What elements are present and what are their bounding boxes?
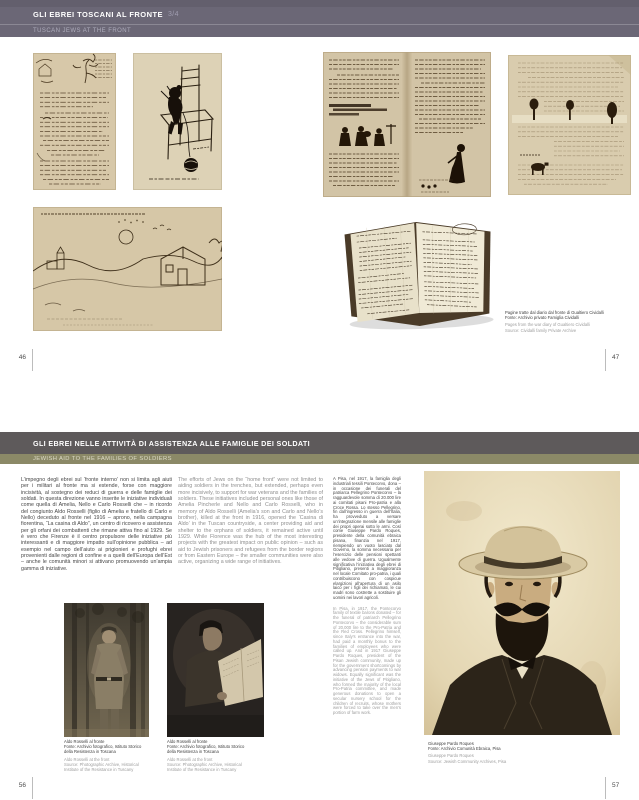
section1-title-italian: GLI EBREI TOSCANI AL FRONTE [33, 10, 163, 19]
caption-line: Institute of the Resistance in Tuscany [167, 767, 237, 773]
rosselli-standing-photo-figure [64, 603, 149, 737]
page-number-57: 57 [612, 782, 620, 789]
body-text-italian: L’impegno degli ebrei sul ‘fronte interno’ non si limita agli aiuti per i militari al fronte ma si estende, forse con maggiore incisività, al sostegno dei reduci di guerra e delle famiglie dei soldati. In questa direzione vanno inserite le iniziative individuali come quella di Amelia, Nello e Carlo Rosselli che – in ricordo del congiunto Aldo Rosselli (figlio di Amelia e fratello di Carlo e Nello) deceduto al fronte nel 1916 – aprono, nella campagna fiorentina, “La casina di Aldo”, un centro di ricovero e assistenza per gli orfani dei combattenti che rimane attiva fino al 1929. Se è vero che Firenze è il centro propulsore delle iniziative più interessanti e di maggiore impatto sull’opinione pubblica – ad esempio nel campo dell’aiuto ai prigionieri e profughi ebrei provenienti dalle regioni di confine e a quelli dell’Europa dell’Est – anche le comunità minori si attivano promuovendo un’ampia gamma di iniziative. [21, 477, 172, 572]
open-notebook-photo-image [338, 210, 498, 343]
page-number-56: 56 [18, 782, 26, 789]
sidebar-text-english: In Pisa, in 1917, the Pontecorvo family of textile barons donated – for the funeral of patriarch Pellegrino Pontecorvo – the considerable sum of 20,000 lire to the Pro-Patria and the Red Cross. Pellegrino himself, since Italy’s entrance into the war, had paid a monthly bonus to the families of employees who were called up. And in 1917 Giuseppe Pardo Roques, president of the Pisan Jewish community, made up for the government shortcomings by advancing pension payments to war widows. Equally significant was the initiative of the Jews of Pitigliano, who formed the majority of the local Pro-Patria committee, and made generous donations to open a secular nursery school for the children of recruits, whose mothers were forced to take over the men’s portion of farm work. [333, 605, 401, 715]
caption-line: Aldo Rosselli at the front [167, 756, 213, 762]
diary-page-tree-drawing-figure [33, 53, 116, 190]
caption-line: Fonte: Archivio fotografico, Istituto Storico [64, 744, 142, 750]
diary-spread-figures-figure [323, 52, 491, 197]
caption-line: Institute of the Resistance in Tuscany [64, 767, 134, 773]
pardo-roques-portrait-image [424, 471, 620, 735]
sketch-page-figure [508, 55, 631, 195]
caption-line: Giuseppe Pardo Roques [428, 741, 474, 746]
caption-line: della Resistenza in Toscana [167, 749, 219, 755]
page-number-46: 46 [18, 354, 26, 361]
pardo-roques-caption [428, 741, 506, 764]
sketch-page-image [508, 55, 631, 195]
caption-line: Fonte: Archivio fotografico, Istituto Storico [167, 744, 245, 750]
open-notebook-photo-figure [338, 210, 498, 343]
caption-line: Aldo Rosselli at the front [64, 756, 110, 762]
landscape-panorama-drawing-image [33, 207, 222, 331]
rosselli-reading-photo-image [167, 603, 264, 737]
page-number-rule-right-2 [605, 777, 606, 799]
sidebar-column-pisa [333, 477, 401, 716]
caption-line: Source: Photographic Archive, Historical [64, 761, 139, 767]
diary-caption [505, 310, 604, 333]
diary-caption-line-en-2: Source: Cividalli family Private Archive [505, 327, 577, 333]
diary-caption-line-it-1: Pagine tratte dal diario dal fronte di Gualtiero Cividalli [505, 310, 604, 315]
rosselli-reading-caption [167, 739, 244, 772]
page-number-rule-left-2 [32, 777, 33, 799]
rosselli-standing-photo-image [64, 603, 149, 737]
caption-line: Aldo Rosselli al fronte [167, 739, 208, 744]
section1-header-divider [0, 24, 639, 25]
section2-title-italian: GLI EBREI NELLE ATTIVITÀ DI ASSISTENZA ALLE FAMIGLIE DEI SOLDATI [33, 439, 311, 448]
diary-caption-line-en-1: Pages from the war diary of Gualtiero Cividalli [505, 322, 590, 328]
child-on-chair-drawing-figure [133, 53, 222, 190]
section1-header-band [0, 0, 639, 37]
caption-line: Source: Photographic Archive, Historical [167, 761, 242, 767]
page-number-47: 47 [612, 354, 620, 361]
section2-subtitle-band [0, 454, 639, 464]
caption-line: Giuseppe Pardo Roques [428, 753, 474, 759]
diary-spread-figures-image [323, 52, 491, 197]
section1-page-indicator: 3/4 [168, 10, 179, 18]
landscape-panorama-drawing-figure [33, 207, 222, 331]
pardo-roques-portrait-figure [424, 471, 620, 735]
caption-line: Aldo Rosselli al fronte [64, 739, 105, 744]
rosselli-reading-photo-figure [167, 603, 264, 737]
diary-page-tree-drawing-image [33, 53, 116, 190]
child-on-chair-drawing-image [133, 53, 222, 190]
caption-line: Fonte: Archivio Comunità Ebraica, Pisa [428, 746, 501, 752]
section1-title-english: TUSCAN JEWS AT THE FRONT [33, 27, 132, 34]
page-number-rule-right-1 [605, 349, 606, 371]
section2-title-english: JEWISH AID TO THE FAMILIES OF SOLDIERS [33, 456, 172, 462]
caption-line: Source: Jewish Community Archives, Pisa [428, 758, 507, 764]
caption-line: della Resistenza in Toscana [64, 749, 116, 755]
section2-header-band [0, 432, 639, 454]
diary-caption-line-it-2: Fonte: Archivio privato Famiglia Cividalli [505, 315, 580, 321]
rosselli-standing-caption [64, 739, 141, 772]
page-number-rule-left-1 [32, 349, 33, 371]
body-text-english: The efforts of Jews on the “home front” were not limited to aiding soldiers in the trenches, but extended, perhaps even more incisively, to support for war veterans and the families of soldiers. These initiatives included personal ones like those of Amelia Pincherle and Nello and Carlo Rosselli, who in memory of Aldo Rosselli (Amelia’s son and Carlo and Nello’s brother), killed at the front in 1916, opened the ‘Casina di Aldo’ in the Tuscan countryside, a center providing aid and shelter to the orphans of soldiers, it remained active until 1929. While Florence was the hub of the most interesting projects with the greatest impact on public opinion – such as aid to Jewish prisoners and refugees from the border regions or from Eastern Europe – the smaller communities were also active, organizing a wide range of initiatives. [178, 477, 323, 566]
sidebar-text-italian: A Pisa, nel 1917, la famiglia degli industriali tessili Pontecorvo, dona – in occasione dei funerali del patriarca Pellegrino Pontecorvo – la ragguardevole somma di 20.000 lire ai comitati pisani Pro-patria e alla Croce Rossa. Lo stesso Pellegrino, fin dall’ingresso in guerra dell’Italia, ha provveduto a versare un’integrazione mensile alle famiglie dei propri operai sotto le armi. Così come Giuseppe Pardo Roques, presidente della comunità ebraica pisana, finanzia nel 1917, riempiendo un vuoto lasciato dal Governo, la somma necessaria per l’esercizio delle pensioni spettanti alle vedove di guerra. Ugualmente significativa l’iniziativa degli ebrei di Pitigliano, presenti a maggioranza nel locale Comitato pro-patria, i quali contribuiscono con cospicue elargizioni all’apertura di un asilo laico per i figli dei richiamati, le cui madri sono costrette a sostituire gli uomini nei lavori agricoli. [333, 476, 401, 600]
